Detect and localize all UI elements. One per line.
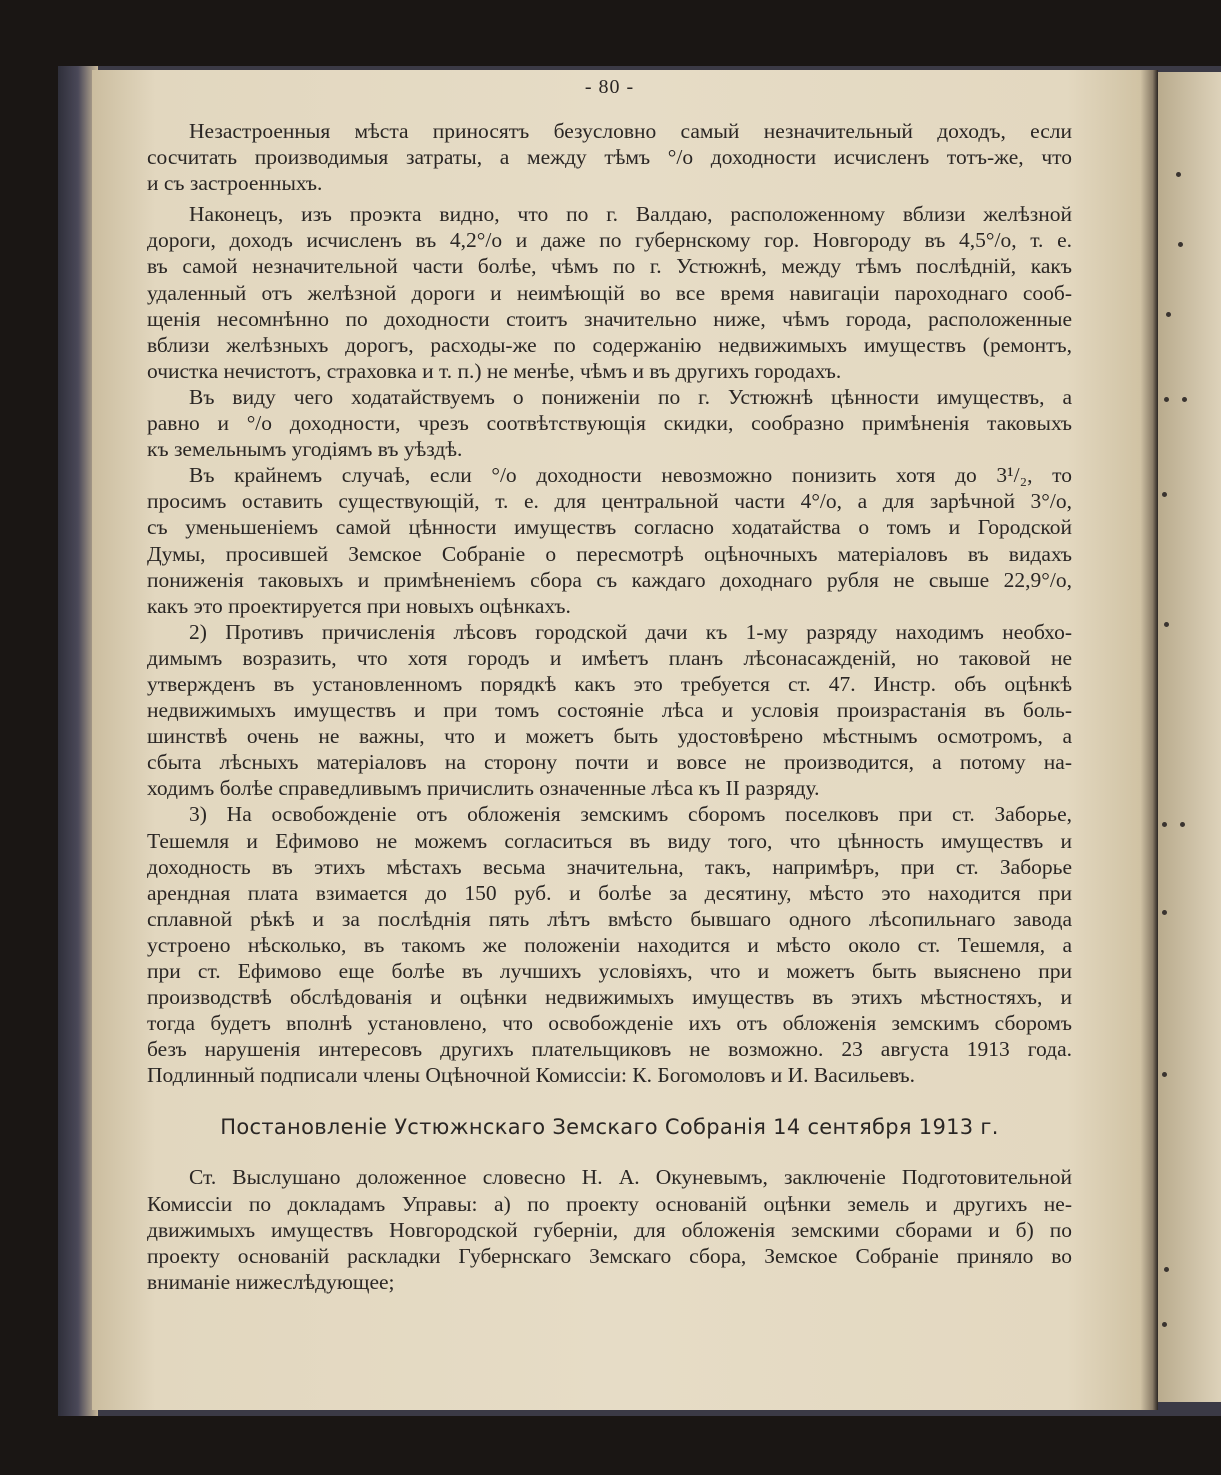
text-line: вниманiе нижеслѣдующее; xyxy=(147,1269,395,1294)
paragraph xyxy=(147,801,1072,1088)
adjacent-page-edge xyxy=(1158,72,1221,1402)
text-line: щенiя несомнѣнно по доходности стоитъ значительно ниже, чѣмъ города, расположенные xyxy=(147,306,1072,331)
text-line: просимъ оставить существующiй, т. е. для центральной части 4°/o, а для зарѣчной 3°/o, xyxy=(147,489,1072,514)
text-line: доходность въ этихъ мѣстахъ весьма значительна, такъ, напримѣръ, при ст. Заборье xyxy=(147,854,1072,879)
resolution-text xyxy=(147,1164,1072,1294)
text-line: сплавной рѣкѣ и за послѣднiя пять лѣтъ вмѣсто бывшаго одного лѣсопильнаго завода xyxy=(147,906,1072,931)
paragraph xyxy=(147,462,1072,619)
text-line: Думы, просившей Земское Собранiе о пересмотрѣ оцѣночныхъ матерiаловъ въ видахъ xyxy=(147,541,1072,566)
text-line: производствѣ обслѣдованiя и оцѣнки недвижимыхъ имуществъ въ этихъ мѣстностяхъ, и xyxy=(147,985,1072,1010)
text-line: сбыта лѣсныхъ матерiаловъ на сторону почти и вовсе не производится, а потому на- xyxy=(147,750,1072,775)
text-line: Незастроенныя мѣста приносятъ безусловно самый незначительный доходъ, если xyxy=(189,119,1072,143)
text-line: къ земельнымъ угодiямъ въ уѣздѣ. xyxy=(147,437,463,462)
paragraph xyxy=(147,118,1072,196)
text-line: тогда будетъ вполнѣ установлено, что освобожденiе ихъ отъ обложенiя земскимъ сборомъ xyxy=(147,1011,1072,1036)
text-line: 3) На освобожденiе отъ обложенiя земскимъ сборомъ поселковъ при ст. Заборье, xyxy=(189,802,1072,827)
text-line: шинствѣ очень не важны, что и можетъ быть удостовѣрено мѣстнымъ осмотромъ, а xyxy=(147,724,1072,749)
resolution-heading: Постановленiе Устюжнскаго Земскаго Собранiя 14 сентября 1913 г. xyxy=(220,1115,999,1140)
text-line: въ самой незначительной части болѣе, чѣмъ по г. Устюжнѣ, между тѣмъ послѣднiй, какъ xyxy=(147,254,1072,279)
text-line: Въ крайнемъ случаѣ, если °/o доходности невозможно понизить хотя до 3¹/₂, то xyxy=(189,463,1072,488)
text-line: устроено нѣсколько, въ такомъ же положенiи находится и мѣсто около ст. Тешемля, а xyxy=(147,932,1072,957)
text-line: ходимъ болѣе справедливымъ причислить означенные лѣса къ II разряду. xyxy=(147,776,820,801)
text-line: движимыхъ имуществъ Новгородской губернiи, для обложенiя земскими сборами и б) по xyxy=(147,1217,1072,1242)
text-line: пониженiя таковыхъ и примѣненiемъ сбора съ каждаго доходнаго рубля не свыше 22,9°/o, xyxy=(147,567,1072,592)
body-text xyxy=(147,118,1072,1088)
paragraph xyxy=(147,384,1072,462)
paragraph xyxy=(147,201,1072,384)
text-line: арендная плата взимается до 150 руб. и болѣе за десятину, мѣсто это находится при xyxy=(147,880,1072,905)
text-line: вблизи желѣзныхъ дорогъ, расходы-же по содержанiю недвижимыхъ имуществъ (ремонтъ, xyxy=(147,332,1072,357)
text-line: димымъ возразить, что хотя городъ и имѣетъ планъ лѣсонасажденiй, но таковой не xyxy=(147,645,1072,670)
text-line: очистка нечистотъ, страховка и т. п.) не менѣе, чѣмъ и въ другихъ городахъ. xyxy=(147,358,842,383)
text-line: сосчитать производимыя затраты, а между тѣмъ °/o доходности исчисленъ тотъ-же, что xyxy=(147,145,1072,170)
text-line: и съ застроенныхъ. xyxy=(147,171,323,196)
paragraph xyxy=(147,619,1072,802)
text-line: Ст. Выслушано доложенное словесно Н. А. Окуневымъ, заключенiе Подготовительной xyxy=(189,1165,1072,1190)
text-line: Подлинный подписали члены Оцѣночной Комиссiи: К. Богомоловъ и И. Васильевъ. xyxy=(147,1063,916,1088)
page-content xyxy=(147,72,1072,1295)
paragraph xyxy=(147,1164,1072,1294)
text-line: съ уменьшенiемъ самой цѣнности имуществъ согласно ходатайства о томъ и Городской xyxy=(147,515,1072,540)
text-line: удаленный отъ желѣзной дороги и неимѣющiй во все время навигацiи пароходнаго сооб- xyxy=(147,280,1072,305)
text-line: утвержденъ въ установленномъ порядкѣ какъ это требуется ст. 47. Инстр. объ оцѣнкѣ xyxy=(147,671,1072,696)
text-line: равно и °/o доходности, чрезъ соотвѣтствующiя скидки, сообразно примѣненiя таковыхъ xyxy=(147,411,1072,436)
text-line: проекту основанiй раскладки Губернскаго Земскаго сбора, Земское Собранiе приняло во xyxy=(147,1243,1072,1268)
text-line: Въ виду чего ходатайствуемъ о пониженiи по г. Устюжнѣ цѣнности имуществъ, а xyxy=(189,384,1072,409)
text-line: при ст. Ефимово еще болѣе въ лучшихъ условiяхъ, что и можетъ быть выяснено при xyxy=(147,959,1072,983)
text-line: недвижимыхъ имуществъ и при томъ состоянiе лѣса и условiя произрастанiя въ боль- xyxy=(147,698,1072,723)
text-line: какъ это проектируется при новыхъ оцѣнкахъ. xyxy=(147,593,571,618)
text-line: Наконецъ, изъ проэкта видно, что по г. Валдаю, расположенному вблизи желѣзной xyxy=(189,202,1072,227)
text-line: 2) Противъ причисленiя лѣсовъ городской дачи къ 1-му разряду находимъ необхо- xyxy=(189,619,1072,644)
text-line: безъ нарушенiя интересовъ другихъ плательщиковъ не возможно. 23 августа 1913 года. xyxy=(147,1037,1072,1062)
text-line: Тешемля и Ефимово не можемъ согласиться въ виду того, что цѣнность имуществъ и xyxy=(147,828,1072,853)
page-number: - 80 - xyxy=(584,76,635,98)
text-line: дороги, доходъ исчисленъ въ 4,2°/o и даже по губернскому гор. Новгороду въ 4,5°/o, т. е. xyxy=(147,228,1072,253)
text-line: Комиссiи по докладамъ Управы: а) по проекту основанiй оцѣнки земель и другихъ не- xyxy=(147,1191,1072,1216)
page-gutter xyxy=(1140,70,1158,1410)
